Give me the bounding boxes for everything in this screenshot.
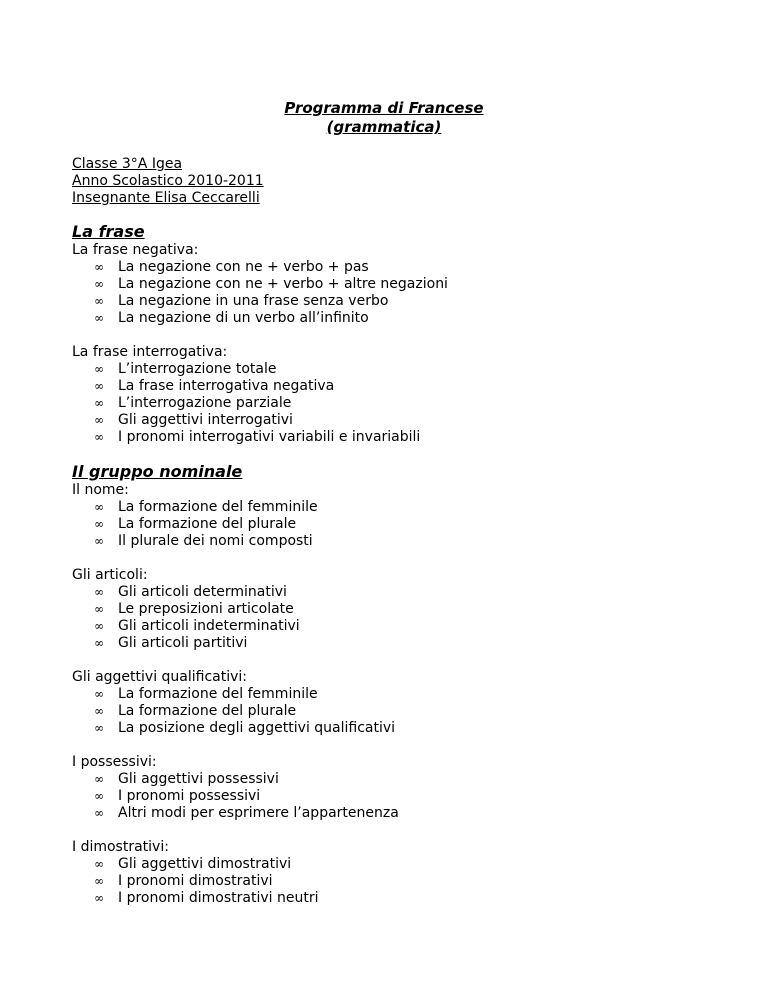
list-item-text: La frase interrogativa negativa <box>118 378 335 394</box>
list-item-text: Gli articoli determinativi <box>118 584 287 600</box>
list-item-text: La formazione del femminile <box>118 686 318 702</box>
list-item <box>72 293 696 310</box>
list-item <box>72 686 696 703</box>
infinity-bullet-icon: ∞ <box>94 806 104 820</box>
list-item <box>72 276 696 293</box>
infinity-bullet-icon: ∞ <box>94 636 104 650</box>
infinity-bullet-icon: ∞ <box>94 874 104 888</box>
list-item-text: La negazione con ne + verbo + altre negazioni <box>118 276 448 292</box>
infinity-bullet-icon: ∞ <box>94 891 104 905</box>
list-item <box>72 635 696 652</box>
group-label: I dimostrativi: <box>72 839 169 855</box>
list-item <box>72 395 696 412</box>
group-spacer <box>72 550 696 567</box>
list-item <box>72 378 696 395</box>
list-item-text: Le preposizioni articolate <box>118 601 294 617</box>
infinity-bullet-icon: ∞ <box>94 704 104 718</box>
list-item <box>72 533 696 550</box>
list-item-text: Gli aggettivi interrogativi <box>118 412 293 428</box>
list-item <box>72 873 696 890</box>
list-item <box>72 805 696 822</box>
group-label: La frase interrogativa: <box>72 344 228 360</box>
document-title <box>72 99 696 137</box>
list-item-text: Gli articoli indeterminativi <box>118 618 300 634</box>
topic-list <box>72 856 696 907</box>
infinity-bullet-icon: ∞ <box>94 857 104 871</box>
list-item <box>72 412 696 429</box>
group-label: Il nome: <box>72 482 129 498</box>
list-item-text: La negazione in una frase senza verbo <box>118 293 389 309</box>
list-item <box>72 720 696 737</box>
list-item <box>72 788 696 805</box>
list-item <box>72 361 696 378</box>
list-item <box>72 516 696 533</box>
list-item <box>72 601 696 618</box>
infinity-bullet-icon: ∞ <box>94 687 104 701</box>
infinity-bullet-icon: ∞ <box>94 379 104 393</box>
topic-list <box>72 259 696 327</box>
list-item-text: L’interrogazione parziale <box>118 395 292 411</box>
infinity-bullet-icon: ∞ <box>94 517 104 531</box>
group-label: I possessivi: <box>72 754 157 770</box>
infinity-bullet-icon: ∞ <box>94 585 104 599</box>
group-spacer <box>72 822 696 839</box>
list-item-text: Altri modi per esprimere l’appartenenza <box>118 805 399 821</box>
infinity-bullet-icon: ∞ <box>94 311 104 325</box>
list-item-text: Gli aggettivi dimostrativi <box>118 856 292 872</box>
topic-list <box>72 584 696 652</box>
title-line-2: (grammatica) <box>326 118 442 136</box>
school-year-line: Anno Scolastico 2010-2011 <box>72 173 264 189</box>
class-line: Classe 3°A Igea <box>72 156 183 172</box>
infinity-bullet-icon: ∞ <box>94 602 104 616</box>
infinity-bullet-icon: ∞ <box>94 789 104 803</box>
infinity-bullet-icon: ∞ <box>94 260 104 274</box>
infinity-bullet-icon: ∞ <box>94 534 104 548</box>
topic-list <box>72 361 696 446</box>
list-item-text: I pronomi interrogativi variabili e invariabili <box>118 429 421 445</box>
document-body <box>72 222 696 907</box>
topic-list <box>72 686 696 737</box>
list-item <box>72 618 696 635</box>
list-item <box>72 429 696 446</box>
infinity-bullet-icon: ∞ <box>94 277 104 291</box>
infinity-bullet-icon: ∞ <box>94 430 104 444</box>
infinity-bullet-icon: ∞ <box>94 396 104 410</box>
list-item <box>72 310 696 327</box>
infinity-bullet-icon: ∞ <box>94 294 104 308</box>
infinity-bullet-icon: ∞ <box>94 500 104 514</box>
list-item-text: I pronomi dimostrativi neutri <box>118 890 319 906</box>
topic-list <box>72 771 696 822</box>
teacher-line: Insegnante Elisa Ceccarelli <box>72 190 260 206</box>
list-item-text: L’interrogazione totale <box>118 361 277 377</box>
infinity-bullet-icon: ∞ <box>94 619 104 633</box>
list-item <box>72 771 696 788</box>
topic-list <box>72 499 696 550</box>
infinity-bullet-icon: ∞ <box>94 413 104 427</box>
list-item-text: La formazione del femminile <box>118 499 318 515</box>
list-item-text: La posizione degli aggettivi qualificativi <box>118 720 396 736</box>
list-item <box>72 703 696 720</box>
group-spacer <box>72 652 696 669</box>
infinity-bullet-icon: ∞ <box>94 721 104 735</box>
section-heading: La frase <box>72 222 145 241</box>
group-label: La frase negativa: <box>72 242 199 258</box>
infinity-bullet-icon: ∞ <box>94 362 104 376</box>
list-item <box>72 890 696 907</box>
list-item-text: La formazione del plurale <box>118 516 297 532</box>
list-item-text: Il plurale dei nomi composti <box>118 533 313 549</box>
list-item-text: I pronomi possessivi <box>118 788 261 804</box>
document-page <box>72 99 696 907</box>
list-item-text: I pronomi dimostrativi <box>118 873 273 889</box>
list-item <box>72 499 696 516</box>
list-item-text: La formazione del plurale <box>118 703 297 719</box>
list-item-text: Gli aggettivi possessivi <box>118 771 279 787</box>
list-item-text: La negazione con ne + verbo + pas <box>118 259 369 275</box>
group-label: Gli articoli: <box>72 567 148 583</box>
section-heading: Il gruppo nominale <box>72 462 243 481</box>
group-spacer <box>72 327 696 344</box>
list-item <box>72 584 696 601</box>
list-item-text: Gli articoli partitivi <box>118 635 248 651</box>
title-line-1: Programma di Francese <box>284 99 484 117</box>
list-item <box>72 259 696 276</box>
list-item <box>72 856 696 873</box>
group-label: Gli aggettivi qualificativi: <box>72 669 248 685</box>
document-meta <box>72 156 696 207</box>
group-spacer <box>72 737 696 754</box>
list-item-text: La negazione di un verbo all’infinito <box>118 310 369 326</box>
infinity-bullet-icon: ∞ <box>94 772 104 786</box>
